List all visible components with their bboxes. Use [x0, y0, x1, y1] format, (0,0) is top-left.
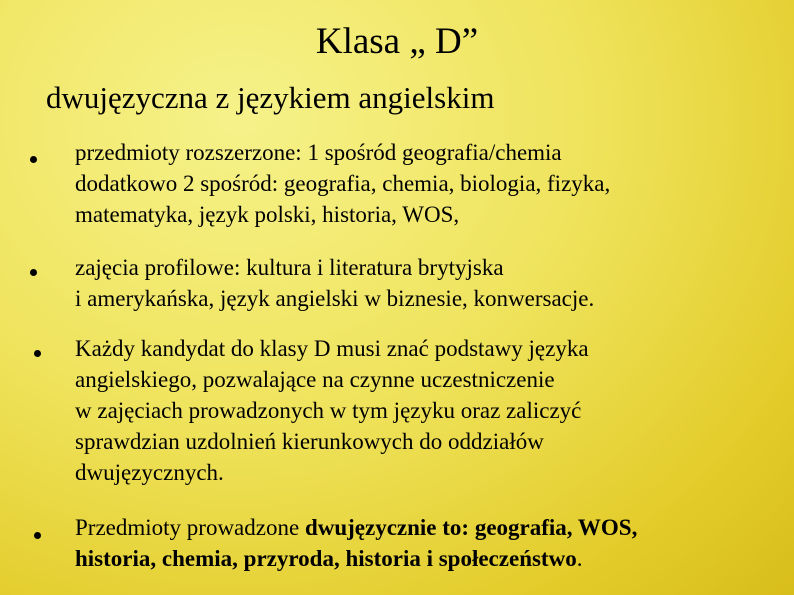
bullet-line: matematyka, język polski, historia, WOS,: [75, 202, 460, 227]
bullet-dot: [34, 532, 41, 539]
bullet-line: dodatkowo 2 spośród: geografia, chemia, biologia, fizyka,: [75, 171, 611, 196]
bullet-dot: [34, 350, 41, 357]
bullet-line: [75, 543, 637, 574]
bullet-text: [75, 333, 589, 488]
slide-subtitle: dwujęzyczna z językiem angielskim: [46, 80, 495, 115]
bullet-text: [75, 137, 610, 230]
bullet-line: dwujęzycznych.: [75, 460, 224, 485]
bullet-text: [75, 512, 637, 574]
bullet-plain-text: .: [576, 546, 583, 571]
bullet-bold-text: historia, chemia, przyroda, historia i społeczeństwo: [75, 546, 577, 571]
bullet-dot: [30, 269, 37, 276]
bullet-line: i amerykańska, język angielski w biznesie, konwersacje.: [75, 286, 595, 311]
bullet-line: sprawdzian uzdolnień kierunkowych do oddziałów: [75, 429, 544, 454]
bullet-line: angielskiego, pozwalające na czynne uczestniczenie: [75, 367, 555, 392]
bullet-line: [75, 512, 637, 543]
slide-title: Klasa „ D”: [315, 21, 479, 62]
bullet-line: zajęcia profilowe: kultura i literatura brytyjska: [75, 255, 504, 280]
bullet-dot: [30, 156, 37, 163]
bullet-line: Każdy kandydat do klasy D musi znać podstawy języka: [75, 336, 589, 361]
bullet-line: przedmioty rozszerzone: 1 spośród geografia/chemia: [75, 140, 562, 165]
bullet-line: w zajęciach prowadzonych w tym języku oraz zaliczyć: [75, 398, 582, 423]
bullet-plain-text: Przedmioty prowadzone: [75, 515, 305, 540]
bullet-text: [75, 252, 594, 314]
bullet-bold-text: dwujęzycznie to: geografia, WOS,: [304, 515, 638, 540]
